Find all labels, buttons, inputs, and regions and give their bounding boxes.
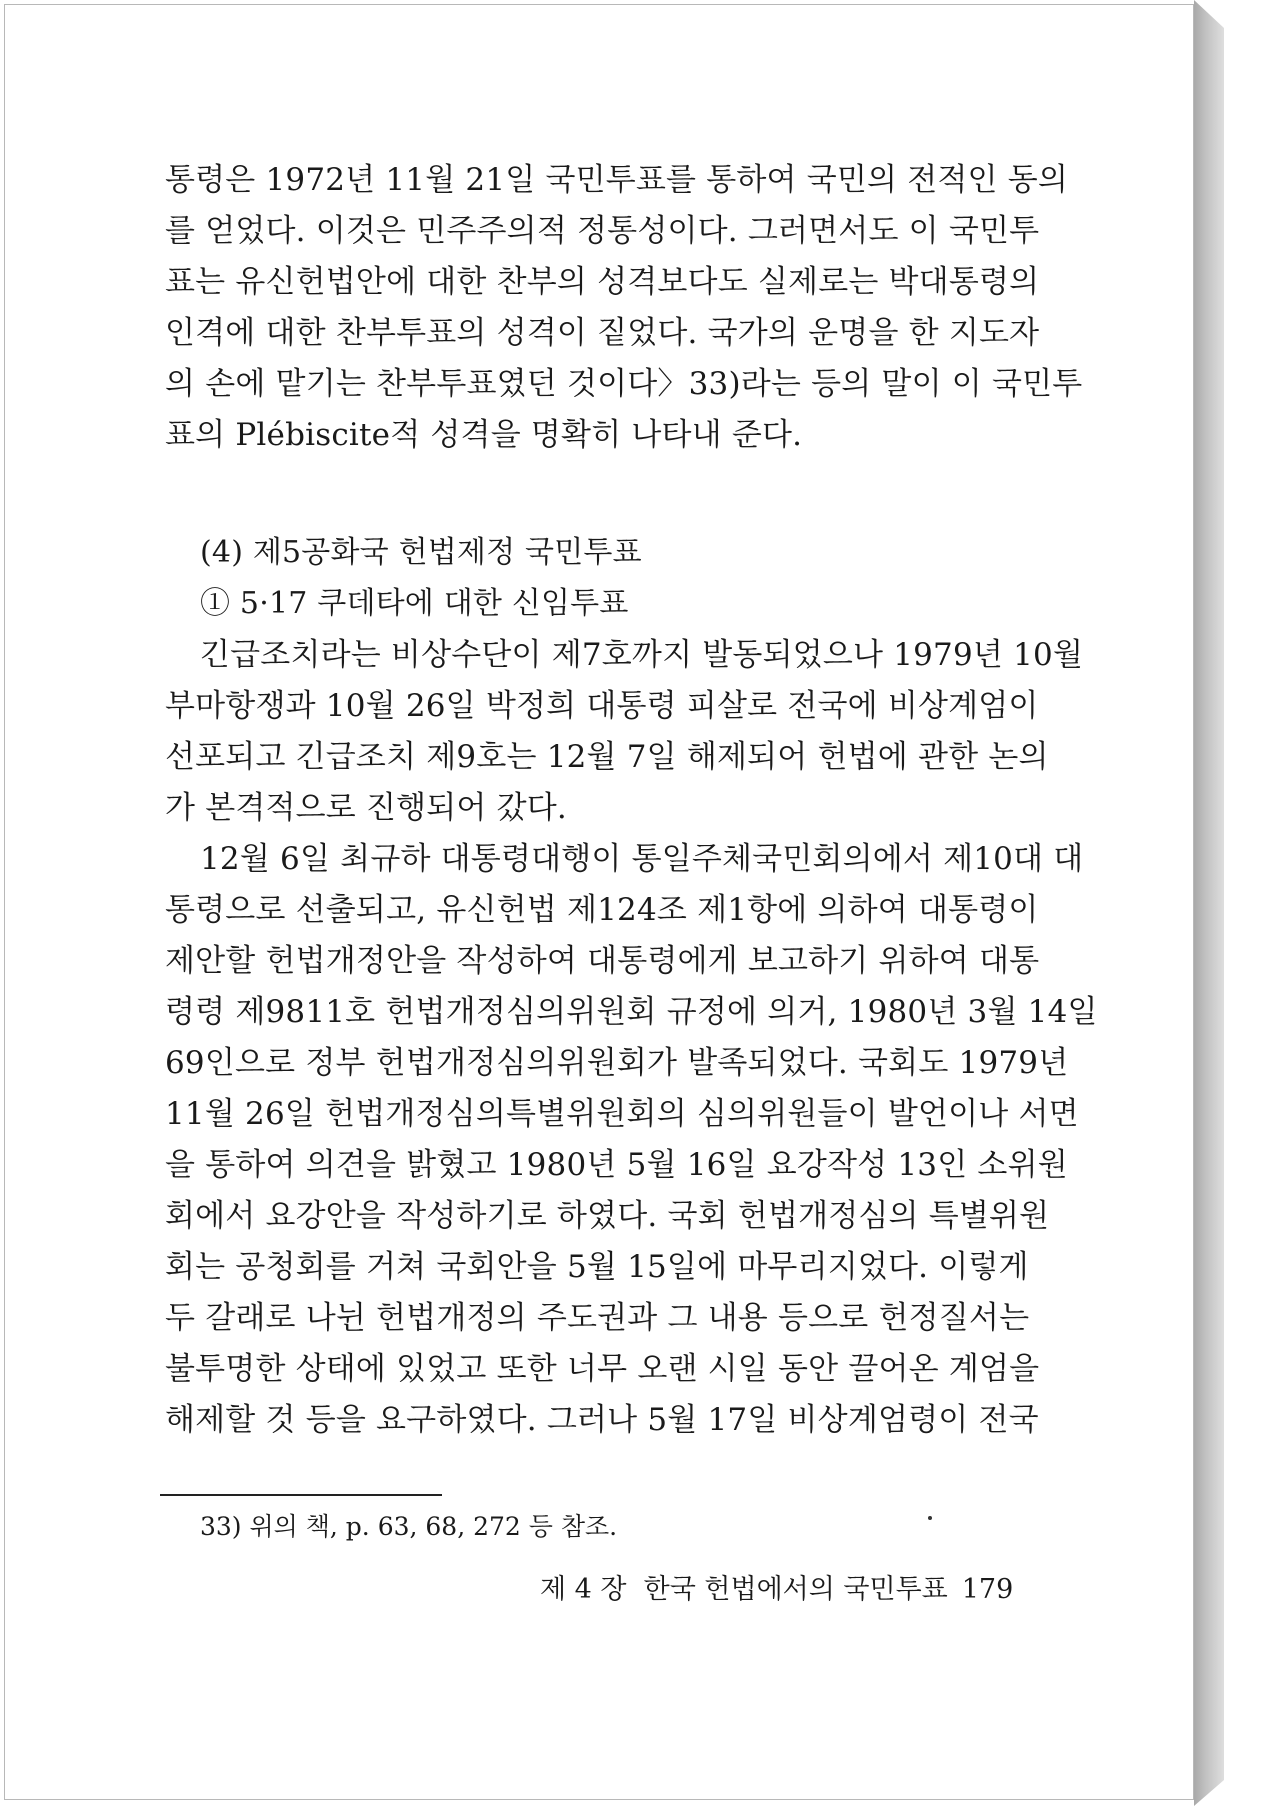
section-heading: (4) 제5공화국 헌법제정 국민투표 bbox=[200, 535, 642, 570]
body-line: 인격에 대한 찬부투표의 성격이 짙었다. 국가의 운명을 한 지도자 bbox=[165, 315, 1040, 351]
body-line: 통령은 1972년 11월 21일 국민투표를 통하여 국민의 전적인 동의 bbox=[165, 162, 1069, 198]
subsection-heading: ① 5·17 쿠데타에 대한 신임투표 bbox=[200, 586, 629, 621]
footnote-rule bbox=[160, 1494, 442, 1496]
body-line: 선포되고 긴급조치 제9호는 12월 7일 해제되어 헌법에 관한 논의 bbox=[165, 739, 1049, 775]
page-number: 179 bbox=[961, 1574, 1014, 1605]
body-line: 12월 6일 최규하 대통령대행이 통일주체국민회의에서 제10대 대 bbox=[200, 841, 1084, 877]
body-line: 통령으로 선출되고, 유신헌법 제124조 제1항에 의하여 대통령이 bbox=[165, 892, 1039, 928]
body-line: 불투명한 상태에 있었고 또한 너무 오랜 시일 동안 끌어온 계엄을 bbox=[165, 1351, 1040, 1387]
body-line: 회에서 요강안을 작성하기로 하였다. 국회 헌법개정심의 특별위원 bbox=[165, 1198, 1050, 1234]
body-line: 긴급조치라는 비상수단이 제7호까지 발동되었으나 1979년 10월 bbox=[200, 637, 1084, 673]
body-line: 표의 Plébiscite적 성격을 명확히 나타내 준다. bbox=[165, 417, 803, 453]
body-line: 을 통하여 의견을 밝혔고 1980년 5월 16일 요강작성 13인 소위원 bbox=[165, 1147, 1068, 1183]
body-line: 11월 26일 헌법개정심의특별위원회의 심의위원들이 발언이나 서면 bbox=[165, 1096, 1079, 1132]
body-line: 령령 제9811호 헌법개정심의위원회 규정에 의거, 1980년 3월 14일 bbox=[165, 994, 1098, 1030]
body-line: 69인으로 정부 헌법개정심의위원회가 발족되었다. 국회도 1979년 bbox=[165, 1045, 1069, 1081]
body-line: 회는 공청회를 거쳐 국회안을 5월 15일에 마무리지었다. 이렇게 bbox=[165, 1249, 1029, 1285]
body-line: 를 얻었다. 이것은 민주주의적 정통성이다. 그러면서도 이 국민투 bbox=[165, 213, 1040, 249]
stray-dot bbox=[928, 1516, 932, 1520]
body-line: 해제할 것 등을 요구하였다. 그러나 5월 17일 비상계엄령이 전국 bbox=[165, 1402, 1039, 1438]
footnote: 33) 위의 책, p. 63, 68, 272 등 참조. bbox=[200, 1512, 618, 1541]
page-edge-shadow bbox=[1194, 0, 1224, 1806]
body-line: 표는 유신헌법안에 대한 찬부의 성격보다도 실제로는 박대통령의 bbox=[165, 264, 1040, 300]
body-line: 부마항쟁과 10월 26일 박정희 대통령 피살로 전국에 비상계엄이 bbox=[165, 688, 1039, 724]
body-line: 가 본격적으로 진행되어 갔다. bbox=[165, 790, 567, 826]
body-line: 의 손에 맡기는 찬부투표였던 것이다〉33)라는 등의 말이 이 국민투 bbox=[165, 366, 1083, 402]
running-footer bbox=[540, 1572, 1013, 1608]
chapter-title: 제 4 장 한국 헌법에서의 국민투표 bbox=[540, 1574, 948, 1605]
body-line: 두 갈래로 나뉜 헌법개정의 주도권과 그 내용 등으로 헌정질서는 bbox=[165, 1300, 1030, 1336]
body-line: 제안할 헌법개정안을 작성하여 대통령에게 보고하기 위하여 대통 bbox=[165, 943, 1040, 979]
